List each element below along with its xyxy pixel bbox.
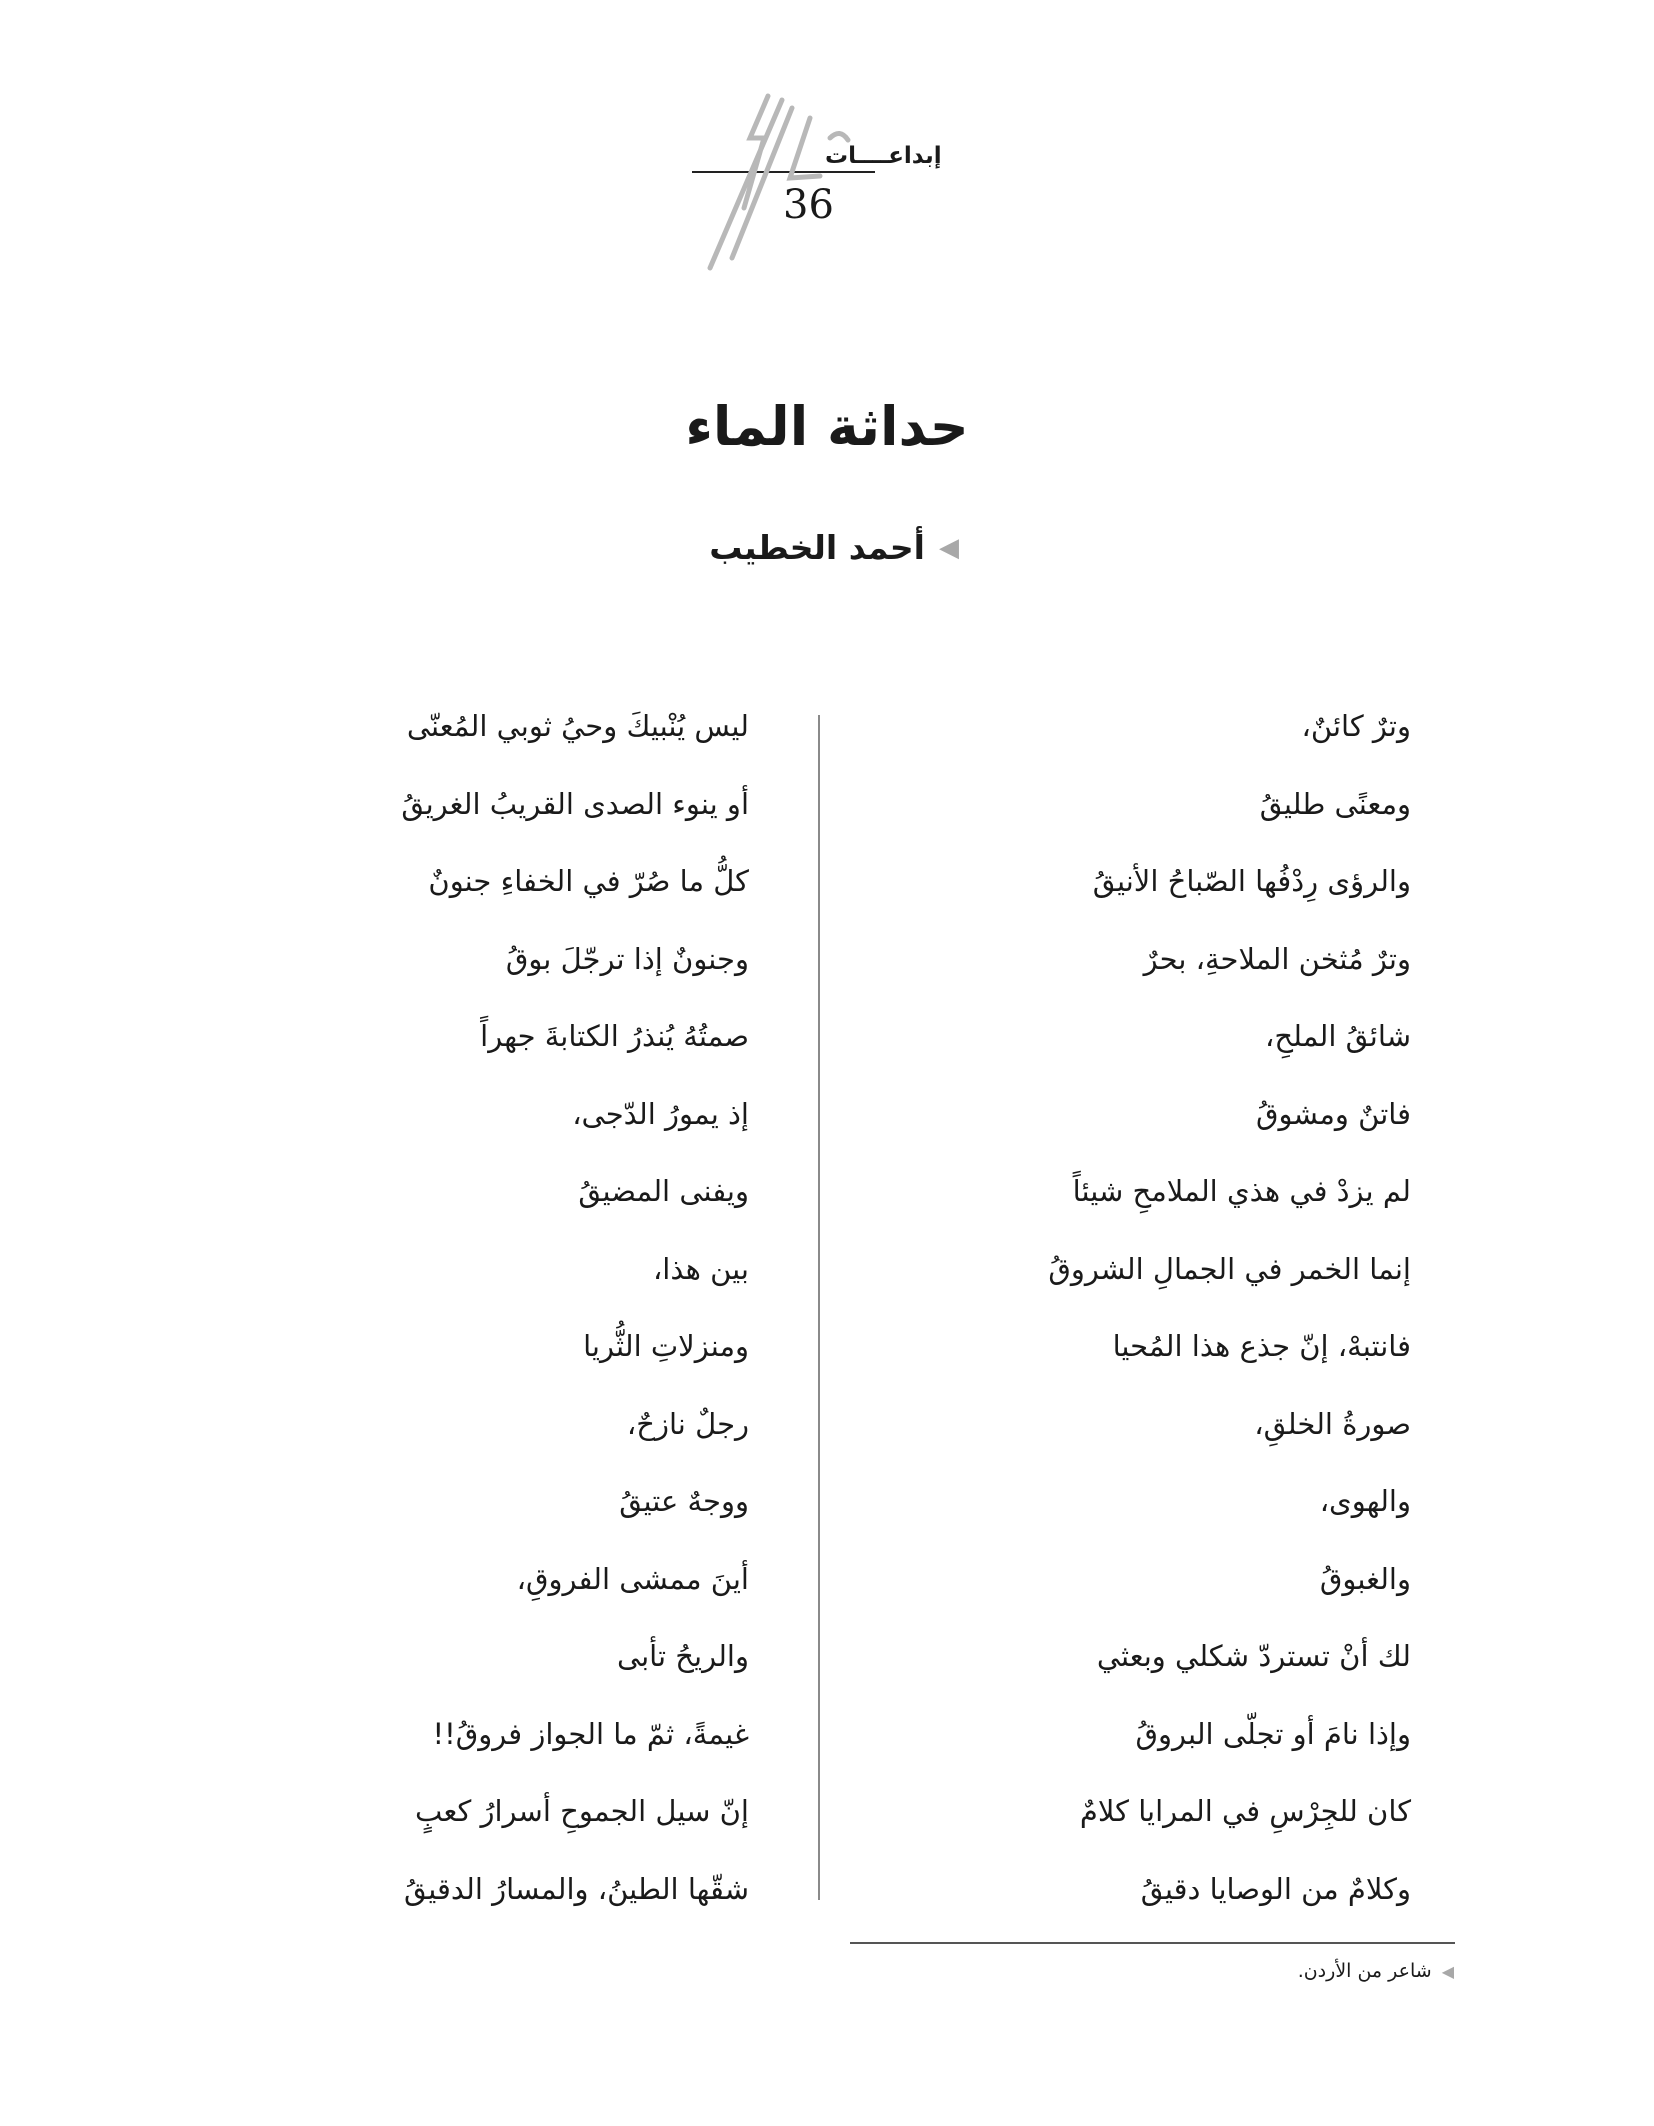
poem-line: والرؤى رِدْفُها الصّباحُ الأنيقُ bbox=[1092, 864, 1411, 898]
poem-line: ومنزلاتِ الثُّريا bbox=[583, 1329, 749, 1363]
footnote bbox=[1298, 1960, 1454, 1982]
poem-line: ويفنى المضيقُ bbox=[578, 1174, 749, 1208]
poem-line: إنّ سيل الجموحِ أسرارُ كعبٍ bbox=[414, 1794, 749, 1828]
poem-line: ليس يُنْبيكَ وحيُ ثوبي المُعنّى bbox=[406, 709, 749, 743]
poem-line: وترٌ كائنٌ، bbox=[1301, 709, 1411, 743]
poem-line: أينَ ممشى الفروقِ، bbox=[516, 1561, 749, 1596]
triangle-marker-icon: ◀ bbox=[939, 532, 959, 563]
page-number: 36 bbox=[783, 182, 834, 228]
poem-line: شقّها الطينُ، والمسارُ الدقيقُ bbox=[404, 1871, 749, 1906]
footnote-text: شاعر من الأردن. bbox=[1297, 1960, 1432, 1982]
poem-line: إذ يمورُ الدّجى، bbox=[572, 1096, 749, 1131]
poem-line: صمتُهُ يُنذرُ الكتابةَ جهراً bbox=[480, 1019, 749, 1053]
section-label: إبداعــــات bbox=[825, 143, 942, 169]
author-line bbox=[709, 528, 959, 567]
poem-column-right bbox=[1048, 700, 1411, 1940]
poem-line: غيمةً، ثمّ ما الجواز فروقُ!! bbox=[432, 1716, 749, 1751]
poem-line: لم يزدْ في هذي الملامحِ شيئاً bbox=[1072, 1174, 1411, 1208]
poem-line: أو ينوء الصدى القريبُ الغريقُ bbox=[401, 786, 749, 821]
poem-line: بين هذا، bbox=[652, 1251, 749, 1286]
poem-line: ومعنًى طليقُ bbox=[1259, 786, 1411, 821]
poem-line: صورةُ الخلقِ، bbox=[1254, 1406, 1411, 1441]
poem-line: شائقُ الملحِ، bbox=[1265, 1019, 1411, 1053]
poem-line: كلُّ ما صُرّ في الخفاءِ جنونٌ bbox=[428, 864, 749, 898]
poem-line: كان للجِرْسِ في المرايا كلامٌ bbox=[1079, 1794, 1411, 1828]
author-name: أحمد الخطيب bbox=[709, 528, 925, 567]
poem-line: فانتبهْ، إنّ جذع هذا المُحيا bbox=[1112, 1329, 1411, 1363]
poem-column-left bbox=[401, 700, 749, 1940]
poem-line: والريحُ تأبى bbox=[616, 1639, 749, 1673]
column-divider bbox=[818, 715, 820, 1900]
poem-line: والهوى، bbox=[1319, 1484, 1411, 1518]
page-header bbox=[680, 88, 980, 278]
poem-line: ووجهٌ عتيقُ bbox=[619, 1484, 749, 1518]
poem-line: وجنونٌ إذا ترجّلَ بوقُ bbox=[505, 941, 749, 976]
poem-line: فاتنٌ ومشوقُ bbox=[1256, 1096, 1411, 1131]
poem-line: رجلٌ نازحٌ، bbox=[626, 1406, 749, 1441]
poem-line: والغبوقُ bbox=[1319, 1561, 1411, 1596]
poem-line: إنما الخمر في الجمالِ الشروقُ bbox=[1048, 1251, 1411, 1286]
poem-line: وترٌ مُثخن الملاحةِ، بحرٌ bbox=[1143, 941, 1411, 976]
poem-line: وإذا نامَ أو تجلّى البروقُ bbox=[1135, 1716, 1411, 1751]
triangle-marker-icon: ◀ bbox=[1441, 1961, 1454, 1981]
poem-title: حداثة الماء bbox=[685, 395, 969, 458]
poem-line: لك أنْ تستردّ شكلي وبعثي bbox=[1096, 1639, 1411, 1673]
footnote-rule bbox=[850, 1942, 1455, 1944]
poem-line: وكلامٌ من الوصايا دقيقُ bbox=[1140, 1871, 1411, 1906]
